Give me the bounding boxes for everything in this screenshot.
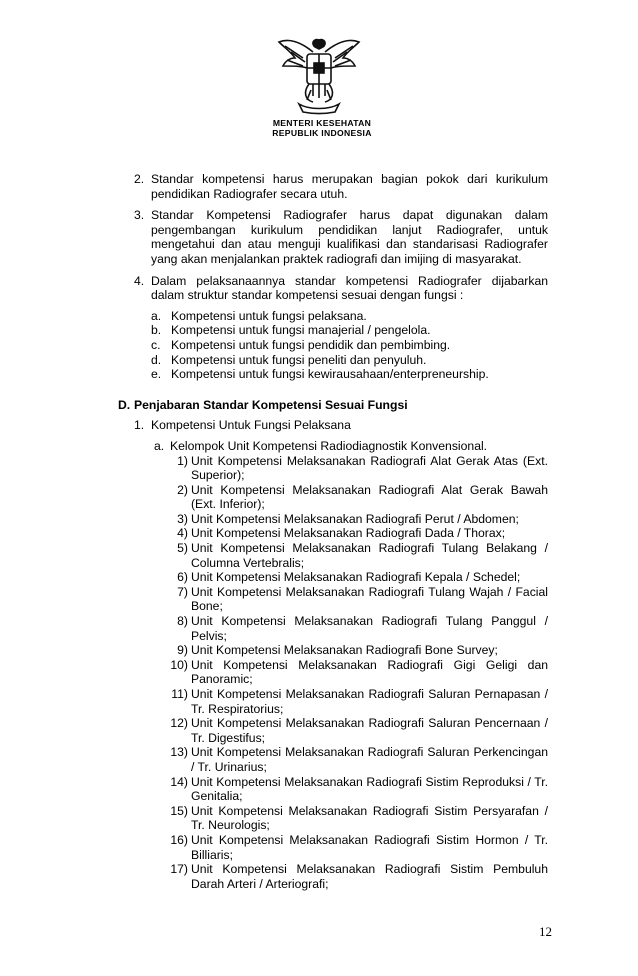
- unit-text: Unit Kompetensi Melaksanakan Radiografi Saluran Pencernaan / Tr. Digestifus;: [191, 716, 548, 745]
- unit-text: Unit Kompetensi Melaksanakan Radiografi Alat Gerak Atas (Ext. Superior);: [191, 453, 548, 483]
- numbered-item: [118, 172, 548, 201]
- unit-text: Unit Kompetensi Melaksanakan Radiografi Sistim Pembuluh Darah Arteri / Arteriografi;: [191, 862, 548, 891]
- function-letter: c.: [151, 337, 161, 352]
- document-body: [118, 172, 548, 891]
- unit-number: 8): [177, 614, 188, 629]
- unit-number: 15): [170, 803, 188, 818]
- unit-number: 11): [171, 687, 188, 701]
- function-item: [151, 353, 548, 368]
- list-item: [170, 570, 548, 585]
- unit-text: Unit Kompetensi Melaksanakan Radiografi Tulang Panggul / Pelvis;: [191, 614, 548, 643]
- unit-number: 14): [170, 774, 188, 789]
- unit-text: Unit Kompetensi Melaksanakan Radiografi Saluran Perkencingan / Tr. Urinarius;: [191, 745, 548, 774]
- group-title: Kelompok Unit Kompetensi Radiodiagnostik Konvensional.: [170, 438, 488, 453]
- item-text: Standar Kompetensi Radiografer harus dapat digunakan dalam pengembangan kurikulum pendidikan lanjut Radiografer, untuk mengetahui dan atau menguji kualifikasi dan standarisasi Radiografer yang akan menjalankan praktek radiografi dan imijing di masyarakat.: [151, 208, 548, 266]
- unit-text: Unit Kompetensi Melaksanakan Radiografi Gigi Geligi dan Panoramic;: [191, 657, 548, 687]
- unit-text: Unit Kompetensi Melaksanakan Radiografi Saluran Pernapasan / Tr. Respiratorius;: [191, 687, 548, 716]
- unit-text: Unit Kompetensi Melaksanakan Radiografi Sistim Reproduksi / Tr. Genitalia;: [191, 774, 548, 804]
- list-item: [170, 643, 548, 658]
- unit-number: 13): [170, 745, 188, 760]
- unit-number: 2): [177, 482, 188, 497]
- numbered-item: [118, 274, 548, 382]
- section-letter: D.: [118, 397, 131, 412]
- function-item: [151, 338, 548, 353]
- unit-text: Unit Kompetensi Melaksanakan Radiografi Dada / Thorax;: [191, 526, 506, 541]
- function-letter: b.: [151, 323, 162, 338]
- page-number: 12: [539, 924, 552, 939]
- unit-number: 17): [170, 862, 188, 877]
- section-heading: [118, 398, 548, 413]
- function-item: [151, 309, 548, 324]
- unit-number: 16): [170, 832, 188, 847]
- org-name-line2: REPUBLIK INDONESIA: [272, 128, 372, 138]
- function-letter: a.: [151, 308, 162, 323]
- unit-number: 5): [177, 541, 188, 556]
- section-title: Penjabaran Standar Kompetensi Sesuai Fungsi: [134, 397, 408, 412]
- unit-text: Unit Kompetensi Melaksanakan Radiografi Tulang Belakang / Columna Vertebralis;: [191, 541, 548, 570]
- function-letter: e.: [151, 367, 162, 382]
- unit-text: Unit Kompetensi Melaksanakan Radiografi Bone Survey;: [191, 643, 498, 658]
- unit-text: Unit Kompetensi Melaksanakan Radiografi Kepala / Schedel;: [191, 570, 521, 585]
- function-list: [151, 309, 548, 382]
- function-text: Kompetensi untuk fungsi pendidik dan pembimbing.: [171, 337, 451, 352]
- unit-number: 9): [177, 643, 188, 658]
- list-item: [170, 541, 548, 570]
- unit-number: 10): [170, 657, 188, 672]
- item-number: 3.: [134, 208, 145, 223]
- function-text: Kompetensi untuk fungsi kewirausahaan/enterpreneurship.: [171, 367, 489, 382]
- subsection-title: Kompetensi Untuk Fungsi Pelaksana: [151, 418, 351, 433]
- list-item: [170, 585, 548, 614]
- unit-number: 12): [170, 716, 188, 731]
- list-item: [170, 687, 548, 716]
- function-item: [151, 323, 548, 338]
- list-item: [170, 614, 548, 643]
- list-item: [170, 526, 548, 541]
- list-item: [170, 745, 548, 774]
- list-item: [170, 775, 548, 804]
- unit-text: Unit Kompetensi Melaksanakan Radiografi Perut / Abdomen;: [191, 511, 519, 526]
- item-number: 4.: [134, 273, 145, 288]
- function-letter: d.: [151, 352, 162, 367]
- unit-text: Unit Kompetensi Melaksanakan Radiografi Tulang Wajah / Facial Bone;: [191, 584, 548, 614]
- list-item: [170, 658, 548, 687]
- list-item: [170, 716, 548, 745]
- unit-number: 3): [177, 511, 188, 526]
- unit-number: 4): [177, 526, 188, 541]
- function-text: Kompetensi untuk fungsi peneliti dan penyuluh.: [171, 352, 427, 367]
- unit-number: 7): [177, 584, 188, 599]
- list-item: [170, 833, 548, 862]
- item-text: Standar kompetensi harus merupakan bagian pokok dari kurikulum pendidikan Radiografer secara utuh.: [151, 172, 548, 201]
- unit-number: 6): [177, 570, 188, 585]
- item-text: Dalam pelaksanaannya standar kompetensi Radiografer dijabarkan dalam struktur standar kompetensi sesuai dengan fungsi :: [151, 273, 548, 303]
- group-letter: a.: [154, 438, 165, 453]
- function-text: Kompetensi untuk fungsi pelaksana.: [171, 308, 367, 323]
- unit-text: Unit Kompetensi Melaksanakan Radiografi Sistim Hormon / Tr. Billiaris;: [191, 832, 548, 862]
- function-text: Kompetensi untuk fungsi manajerial / pengelola.: [171, 323, 431, 338]
- list-item: [170, 454, 548, 483]
- list-item: [170, 512, 548, 527]
- garuda-emblem-icon: [273, 28, 365, 118]
- unit-text: Unit Kompetensi Melaksanakan Radiografi Sistim Persyarafan / Tr. Neurologis;: [191, 803, 548, 833]
- numbered-item: [118, 208, 548, 266]
- function-item: [151, 367, 548, 382]
- subsection-heading: [118, 418, 548, 433]
- list-item: [170, 483, 548, 512]
- item-number: 2.: [134, 172, 145, 186]
- list-item: [170, 862, 548, 891]
- subsection-number: 1.: [134, 418, 145, 433]
- unit-number: 1): [177, 453, 188, 468]
- unit-list: [170, 454, 548, 892]
- letterhead: [0, 28, 638, 138]
- unit-text: Unit Kompetensi Melaksanakan Radiografi Alat Gerak Bawah (Ext. Inferior);: [191, 482, 548, 512]
- org-name-line1: MENTERI KESEHATAN: [272, 118, 372, 128]
- list-item: [170, 804, 548, 833]
- group-heading: [118, 439, 548, 454]
